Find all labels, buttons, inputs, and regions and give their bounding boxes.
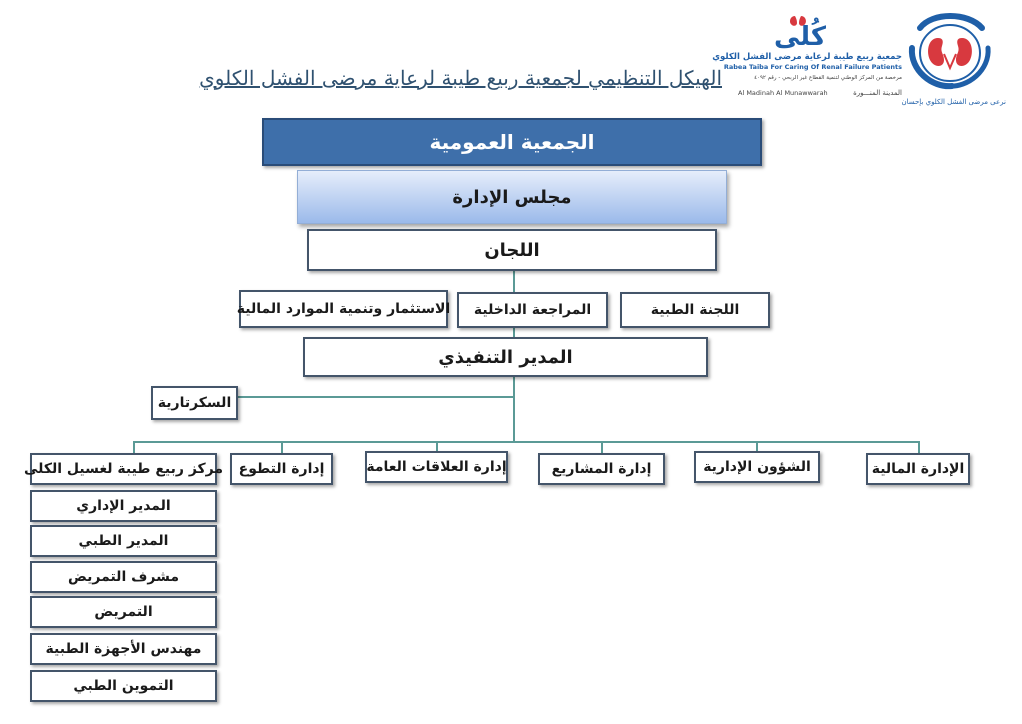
connector-exec-trunk	[513, 376, 515, 442]
unit-medical-supply: التموين الطبي	[30, 670, 217, 702]
unit-medical-director: المدير الطبي	[30, 525, 217, 557]
committee-internal-audit: المراجعة الداخلية	[457, 292, 608, 328]
dept-volunteering: إدارة التطوع	[230, 453, 333, 485]
dept-dialysis-center: مركز ربيع طيبة لغسيل الكلى	[30, 453, 217, 485]
page-title: الهيكل التنظيمي لجمعية ربيع طيبة لرعاية مرضى الفشل الكلوي	[199, 66, 722, 90]
org-name-en: Rabea Taiba For Caring Of Renal Failure Patients	[723, 63, 902, 71]
unit-nursing-supervisor: مشرف التمريض	[30, 561, 217, 593]
connector-committees-to-items	[513, 270, 515, 292]
city-ar: المدينة المنـــورة	[853, 89, 902, 97]
dept-public-relations: إدارة العلاقات العامة	[365, 451, 508, 483]
brand-word: كُلى	[774, 22, 827, 52]
dept-admin-affairs: الشؤون الإدارية	[694, 451, 820, 483]
license-text: مرخصة من المركز الوطني لتنمية القطاع غير الربحي - رقم ٤٠٩٢	[754, 75, 902, 81]
committee-medical: اللجنة الطبية	[620, 292, 770, 328]
unit-admin-manager: المدير الإداري	[30, 490, 217, 522]
secretariat-box: السكرتارية	[151, 386, 238, 420]
dept-finance: الإدارة المالية	[866, 453, 970, 485]
committee-investment: الاستثمار وتنمية الموارد المالية	[239, 290, 448, 328]
connector-departments-bar	[133, 441, 920, 443]
executive-director-box: المدير التنفيذي	[303, 337, 708, 377]
general-assembly-box: الجمعية العمومية	[262, 118, 762, 166]
unit-biomedical-engineer: مهندس الأجهزة الطبية	[30, 633, 217, 665]
committees-box: اللجان	[307, 229, 717, 271]
city-en: Al Madinah Al Munawwarah	[738, 89, 828, 97]
board-box: مجلس الإدارة	[297, 170, 727, 224]
kidney-emblem-icon	[902, 8, 998, 96]
org-name-ar: جمعية ربيع طيبة لرعاية مرضى الفشل الكلوي	[712, 52, 902, 62]
dept-projects: إدارة المشاريع	[538, 453, 665, 485]
unit-nursing: التمريض	[30, 596, 217, 628]
emblem-caption: نرعى مرضى الفشل الكلوي بإحسان	[901, 98, 1006, 106]
connector-secretariat	[237, 396, 515, 398]
org-logo	[712, 8, 1014, 108]
